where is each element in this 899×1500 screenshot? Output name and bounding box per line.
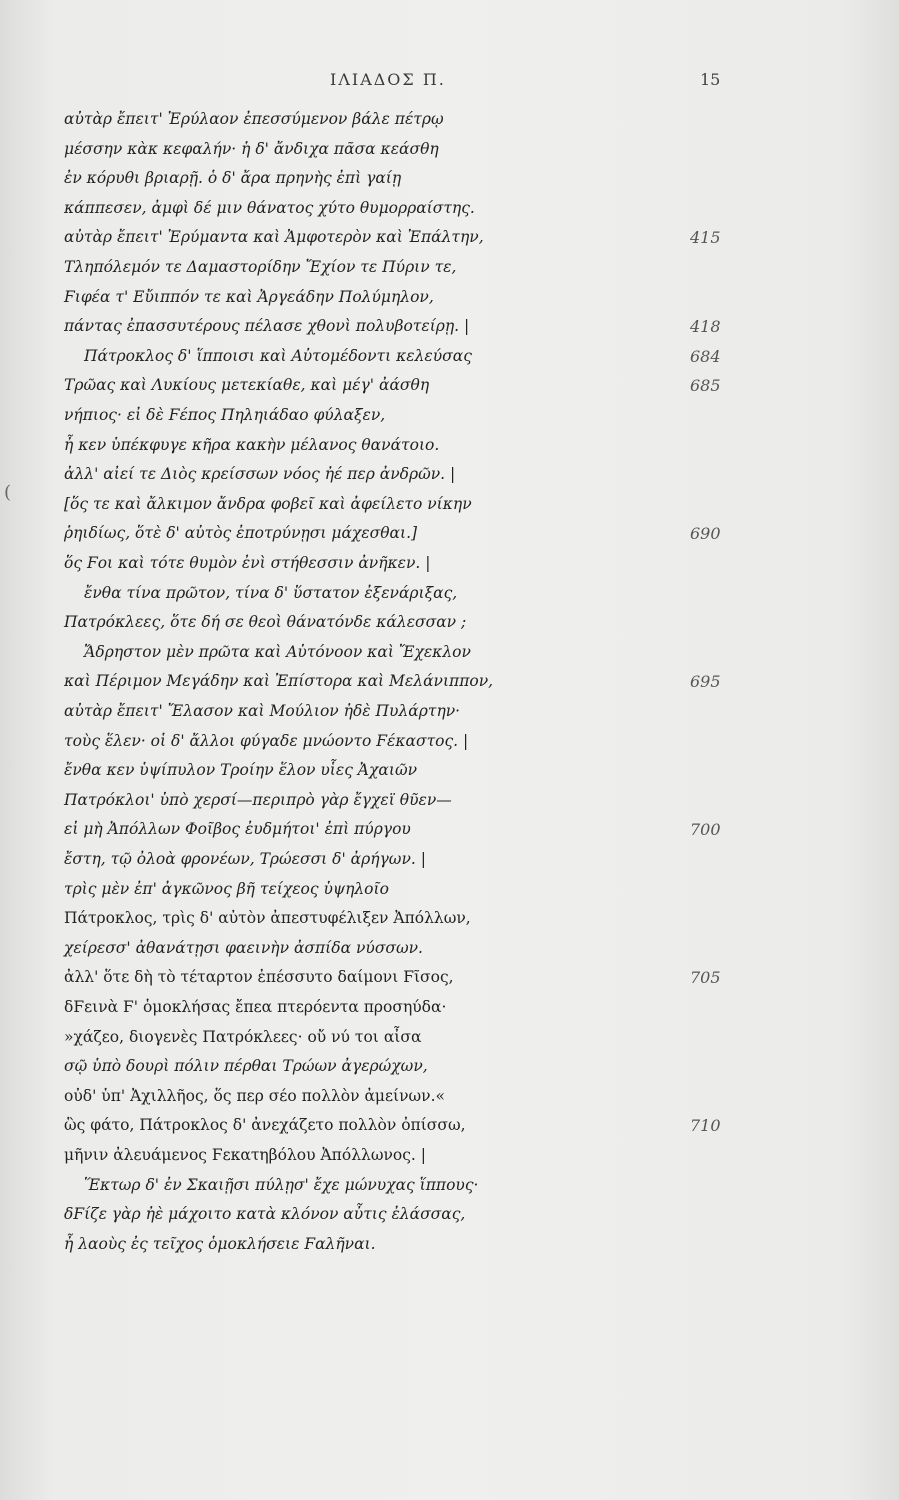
verse-line (0, 850, 899, 880)
page-number: 15 (700, 70, 721, 89)
verse-text: δϜεινὰ Ϝ' ὁμοκλήσας ἔπεα πτερόεντα προσηύδα· (64, 998, 447, 1016)
verse-text: χείρεσσ' ἀθανάτῃσι φαεινὴν ἀσπίδα νύσσων. (64, 939, 423, 957)
verse-line (0, 140, 899, 170)
verse-line (0, 436, 899, 466)
verse-text: Πάτροκλος, τρὶς δ' αὐτὸν ἀπεστυφέλιξεν Ἀπόλλων, (64, 909, 471, 927)
verse-text: ἐν κόρυθι βριαρῇ. ὁ δ' ἄρα πρηνὴς ἐπὶ γαίῃ (64, 169, 402, 187)
running-head (0, 70, 899, 94)
verse-text: ἀλλ' ὅτε δὴ τὸ τέταρτον ἐπέσσυτο δαίμονι Ϝῖσος, (64, 968, 454, 986)
verse-line (0, 465, 899, 495)
verse-line (0, 702, 899, 732)
verse-line (0, 880, 899, 910)
verse-line (0, 1057, 899, 1087)
verse-text: μῆνιν ἀλευάμενος Ϝεκατηβόλου Ἀπόλλωνος. | (64, 1146, 426, 1164)
verse-line (0, 998, 899, 1028)
verse-line (0, 1146, 899, 1176)
verse-text: Ἄδρηστον μὲν πρῶτα καὶ Αὐτόνοον καὶ Ἔχεκλον (84, 643, 471, 661)
verse-line (0, 761, 899, 791)
verse-text: πάντας ἐπασσυτέρους πέλασε χθονὶ πολυβοτείρῃ. | (64, 317, 470, 335)
verse-line (0, 317, 899, 347)
margin-mark: ( (4, 482, 12, 503)
verse-text: Πάτροκλος δ' ἵπποισι καὶ Αὐτομέδοντι κελεύσας (84, 347, 472, 365)
line-number: 705 (690, 968, 721, 987)
verse-text: ἔστη, τῷ ὀλοὰ φρονέων, Τρώεσσι δ' ἀρήγων. | (64, 850, 426, 868)
verse-line (0, 1205, 899, 1235)
verse-line (0, 791, 899, 821)
verse-line (0, 1116, 899, 1146)
verse-text: δϜίζε γὰρ ἠὲ μάχοιτο κατὰ κλόνον αὖτις ἐλάσσας, (64, 1205, 466, 1223)
verse-text: ὅς Ϝοι καὶ τότε θυμὸν ἐνὶ στήθεσσιν ἀνῆκεν. | (64, 554, 431, 572)
verse-line (0, 524, 899, 554)
verse-text: Πατρόκλεες, ὅτε δή σε θεοὶ θάνατόνδε κάλεσσαν ; (64, 613, 467, 631)
verse-text: Τρῶας καὶ Λυκίους μετεκίαθε, καὶ μέγ' ἀάσθη (64, 376, 430, 394)
line-number: 700 (690, 820, 721, 839)
verse-text: ῥηιδίως, ὅτὲ δ' αὐτὸς ἐποτρύνῃσι μάχεσθαι.] (64, 524, 418, 542)
verse-text: οὐδ' ὑπ' Ἀχιλλῆος, ὅς περ σέο πολλὸν ἀμείνων.« (64, 1087, 445, 1105)
verse-line (0, 258, 899, 288)
line-number: 710 (690, 1116, 721, 1135)
verse-text: αὐτὰρ ἔπειτ' Ἐρύλαον ἐπεσσύμενον βάλε πέτρῳ (64, 110, 444, 128)
verse-line (0, 169, 899, 199)
verse-line (0, 732, 899, 762)
verse-text: μέσσην κὰκ κεφαλήν· ἡ δ' ἄνδιχα πᾶσα κεάσθη (64, 140, 439, 158)
verse-line (0, 584, 899, 614)
verse-line (0, 939, 899, 969)
verse-text: Τληπόλεμόν τε Δαμαστορίδην Ἔχίον τε Πύριν τε, (64, 258, 457, 276)
verse-line (0, 376, 899, 406)
verse-line (0, 406, 899, 436)
verse-line (0, 1235, 899, 1265)
verse-text: νήπιος· εἰ δὲ Ϝέπος Πηληιάδαο φύλαξεν, (64, 406, 386, 424)
line-number: 685 (690, 376, 721, 395)
verse-text: Πατρόκλοι' ὑπὸ χερσί—περιπρὸ γὰρ ἔγχεϊ θῦεν— (64, 791, 452, 809)
verse-text: ἦ λαοὺς ἐς τεῖχος ὁμοκλήσειε Ϝαλῆναι. (64, 1235, 376, 1253)
verse-text: τρὶς μὲν ἐπ' ἀγκῶνος βῆ τείχεος ὑψηλοῖο (64, 880, 389, 898)
verse-text: αὐτὰρ ἔπειτ' Ἐρύμαντα καὶ Ἀμφοτερὸν καὶ Ἐπάλτην, (64, 228, 484, 246)
verse-text: ἀλλ' αἰεί τε Διὸς κρείσσων νόος ἠέ περ ἀνδρῶν. | (64, 465, 456, 483)
line-number: 418 (690, 317, 721, 336)
verse-line (0, 110, 899, 140)
verse-text: εἰ μὴ Ἀπόλλων Φοῖβος ἐυδμήτοι' ἐπὶ πύργου (64, 820, 411, 838)
verse-text: σῷ ὑπὸ δουρὶ πόλιν πέρθαι Τρώων ἀγερώχων, (64, 1057, 428, 1075)
verse-text: »χάζεο, διογενὲς Πατρόκλεες· οὔ νύ τοι αἶσα (64, 1028, 422, 1046)
verse-text: ἔνθα τίνα πρῶτον, τίνα δ' ὕστατον ἐξενάριξας, (84, 584, 458, 602)
verse-line (0, 820, 899, 850)
verse-line (0, 495, 899, 525)
verse-line (0, 1176, 899, 1206)
verse-line (0, 672, 899, 702)
verse-line (0, 1028, 899, 1058)
line-number: 690 (690, 524, 721, 543)
verse-text: αὐτὰρ ἔπειτ' Ἔλασον καὶ Μούλιον ἠδὲ Πυλάρτην· (64, 702, 461, 720)
verse-line (0, 554, 899, 584)
verse-line (0, 199, 899, 229)
verse-line (0, 288, 899, 318)
verse-text: ὣς φάτο, Πάτροκλος δ' ἀνεχάζετο πολλὸν ὀπίσσω, (64, 1116, 466, 1134)
verse-line (0, 1087, 899, 1117)
verse-text: Ἕκτωρ δ' ἐν Σκαιῇσι πύλῃσ' ἔχε μώνυχας ἵππους· (84, 1176, 479, 1194)
verse-text: Ϝιφέα τ' Εὔιππόν τε καὶ Ἀργεάδην Πολύμηλον, (64, 288, 434, 306)
verse-text: τοὺς ἕλεν· οἱ δ' ἄλλοι φύγαδε μνώοντο Ϝέκαστος. | (64, 732, 469, 750)
verse-line (0, 968, 899, 998)
verse-line (0, 643, 899, 673)
verse-text: ἦ κεν ὑπέκφυγε κῆρα κακὴν μέλανος θανάτοιο. (64, 436, 440, 454)
verse-text: [ὅς τε καὶ ἄλκιμον ἄνδρα φοβεῖ καὶ ἀφείλετο νίκην (64, 495, 472, 513)
verse-text: καὶ Πέριμον Μεγάδην καὶ Ἐπίστορα καὶ Μελάνιππον, (64, 672, 494, 690)
verse-text: ἔνθα κεν ὑψίπυλον Τροίην ἕλον υἷες Ἀχαιῶν (64, 761, 418, 779)
verse-line (0, 347, 899, 377)
verse-line (0, 613, 899, 643)
verse-text: κάππεσεν, ἀμφὶ δέ μιν θάνατος χύτο θυμορραίστης. (64, 199, 475, 217)
line-number: 695 (690, 672, 721, 691)
page-title: ΙΛΙΑΔΟΣ Π. (330, 70, 446, 89)
verse-line (0, 909, 899, 939)
verse-line (0, 228, 899, 258)
line-number: 684 (690, 347, 721, 366)
line-number: 415 (690, 228, 721, 247)
